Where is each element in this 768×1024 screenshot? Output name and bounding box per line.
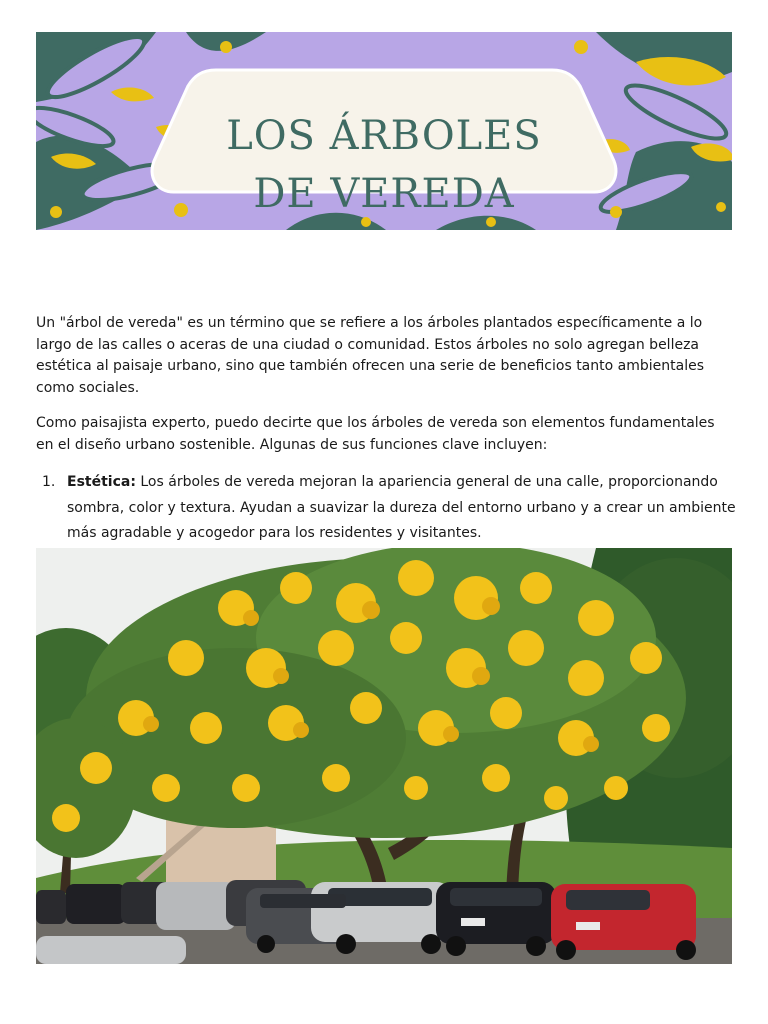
intro-paragraph: Un "árbol de vereda" es un término que se refiere a los árboles plantados específicamente a lo largo de las calles o aceras de una ciudad o comunidad. Estos árboles no solo agregan belleza estética al paisaje urbano, sino que también ofrecen una serie de beneficios tanto ambientales como sociales. [36,315,704,396]
title-line-1: LOS ÁRBOLES [226,112,542,159]
page-title [146,107,622,223]
street-tree-photo [36,548,732,964]
list-item-text: Los árboles de vereda mejoran la apariencia general de una calle, proporcionando sombra, color y textura. Ayudan a suavizar la dureza del entorno urbano y a crear un ambiente más agradable y acogedor para los residentes y visitantes. [67,474,736,541]
header-banner [36,32,732,230]
list-item-term: Estética: [67,474,136,490]
list-item [36,470,736,547]
street-tree-illustration [36,548,732,964]
title-line-2: DE VEREDA [253,170,515,217]
article-body [36,313,736,547]
second-paragraph: Como paisajista experto, puedo decirte que los árboles de vereda son elementos fundamentales en el diseño urbano sostenible. Algunas de sus funciones clave incluyen: [36,415,715,453]
list-item-number: 1. [42,474,56,490]
title-plate [146,66,622,217]
functions-list [36,470,736,547]
